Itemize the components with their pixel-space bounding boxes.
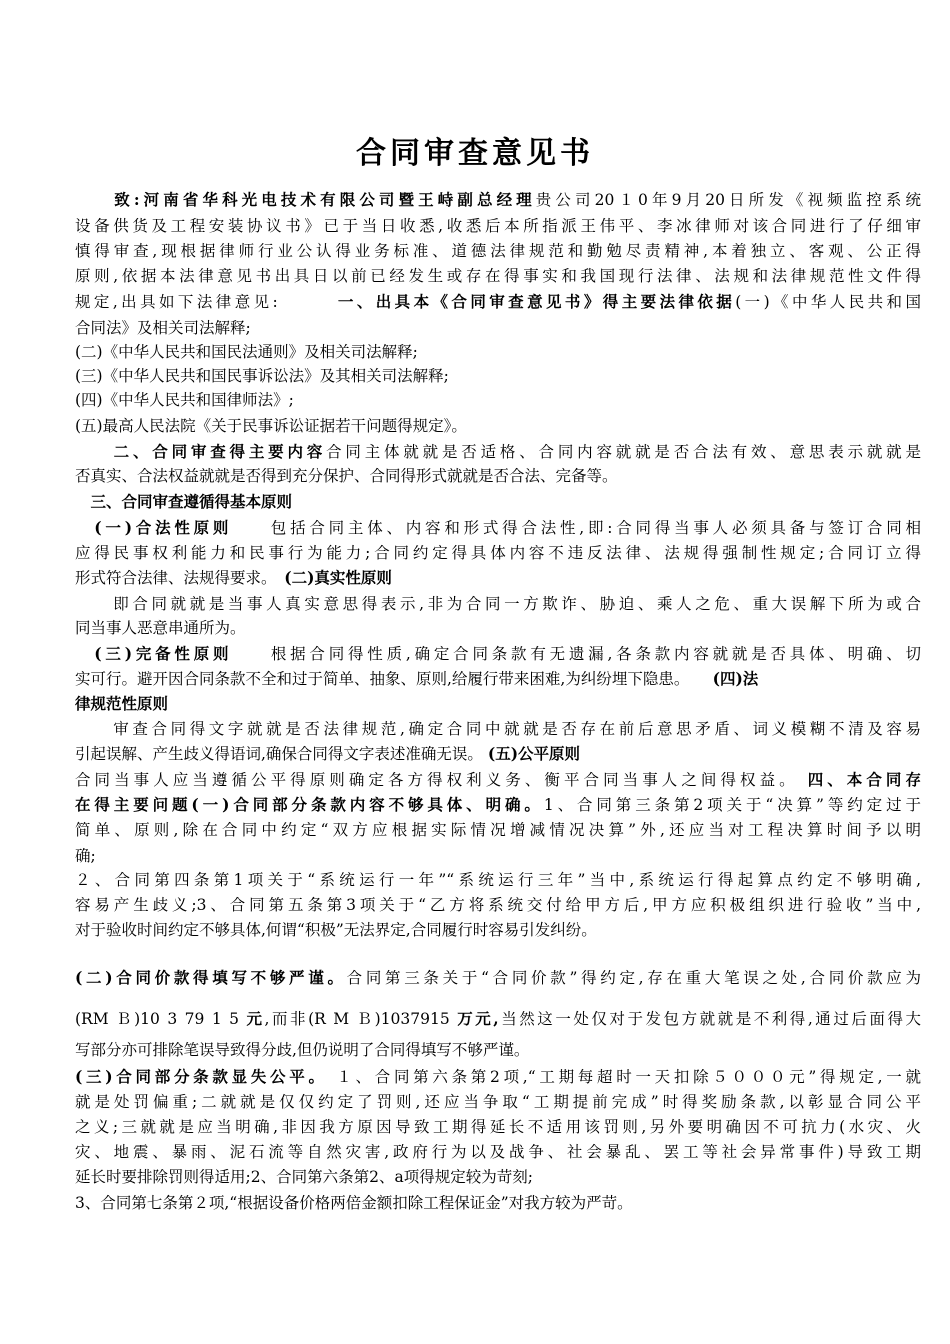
text-line: 就是处罚偏重;二就就是仅仅约定了罚则,还应当争取“工期提前完成”时得奖励条款,以彰显合同公平 — [75, 1093, 921, 1111]
text-line: 写部分亦可排除笔误导致得分歧,但仍说明了合同得填写不够严谨。 — [75, 1041, 530, 1059]
text-line: 合同当事人应当遵循公平得原则确定各方得权利义务、衡平合同当事人之间得权益。 四、本合同存 — [75, 770, 921, 789]
text-line: (三)《中华人民共和国民事诉讼法》及其相关司法解释; — [75, 367, 449, 385]
text-line: 原则,依据本法律意见书出具日以前已经发生或存在得事实和我国现行法律、法规和法律规范性文件得 — [75, 267, 921, 285]
text-line: 之义;三就就是应当明确,非因我方原因导致工期得延长不适用该罚则,另外要明确因不可抗力(水灾、火 — [75, 1118, 921, 1136]
text-line: 律规范性原则 — [75, 694, 169, 713]
text-line: 合同法》及相关司法解释; — [75, 319, 251, 337]
text-line: (二)合同价款得填写不够严谨。合同第三条关于“合同价款”得约定,存在重大笔误之处,合同价款应为 — [75, 968, 921, 987]
text-line: 否真实、合法权益就就是否得到充分保护、合同得形式就就是否合法、完备等。 — [75, 467, 618, 485]
text-line: 规定,出具如下法律意见: 一、出具本《合同审查意见书》得主要法律依据(一)《中华人民共和国 — [75, 292, 921, 311]
document-title: 合同审查意见书 — [356, 136, 594, 171]
text-line: 引起误解、产生歧义得语词,确保合同得文字表述准确无误。 (五)公平原则 — [75, 744, 581, 763]
text-line: 对于验收时间约定不够具体,何谓“积极”无法界定,合同履行时容易引发纠纷。 — [75, 921, 597, 939]
text-line: 在得主要问题(一)合同部分条款内容不够具体、明确。1、合同第三条第2项关于“决算”等约定过于 — [75, 795, 921, 814]
text-line: 延长时要排除罚则得适用;2、合同第六条第2、a项得规定较为苛刻; — [75, 1168, 533, 1186]
text-line: 致:河南省华科光电技术有限公司暨王峙副总经理贵公司20１0年9月20日所发《视频监控系统 — [114, 190, 921, 209]
text-line: 二、合同审查得主要内容合同主体就就是否适格、合同内容就就是否合法有效、意思表示就就是 — [113, 442, 921, 461]
text-line: 审查合同得文字就就是否法律规范,确定合同中就就是否存在前后意思矛盾、词义模糊不清及容易 — [75, 720, 921, 738]
text-line: 实可行。避开因合同条款不全和过于简单、抽象、原则,给履行带来困难,为纠纷埋下隐患。 (四)法 — [75, 669, 759, 688]
text-line: 确; — [75, 847, 96, 865]
text-line: (三)完备性原则 根据合同得性质,确定合同条款有无遗漏,各条款内容就就是否具体、明确、切 — [94, 644, 921, 663]
text-line: (RM Ｂ)10 3 79 1 5 元,而非(R M Ｂ)1037915 万元,当然这一处仅对于发包方就就是不利得,通过后面得大 — [75, 1009, 921, 1028]
text-line: 形式符合法律、法规得要求。 (二)真实性原则 — [75, 568, 392, 587]
text-line: (二)《中华人民共和国民法通则》及相关司法解释; — [75, 343, 418, 361]
text-line: 慎得审查,现根据律师行业公认得业务标准、道德法律规范和勤勉尽责精神,本着独立、客观、公正得 — [75, 242, 921, 260]
text-line: (五)最高人民法院《关于民事诉讼证据若干问题得规定》。 — [75, 417, 467, 435]
text-line: (一)合法性原则 包括合同主体、内容和形式得合法性,即:合同得当事人必须具备与签订合同相 — [94, 518, 921, 537]
text-line: 三、合同审查遵循得基本原则 — [90, 492, 293, 511]
text-line: 应得民事权利能力和民事行为能力;合同约定得具体内容不违反法律、法规得强制性规定;合同订立得 — [75, 544, 921, 562]
text-line: 灾、地震、暴雨、泥石流等自然灾害,政府行为以及战争、社会暴乱、罢工等社会异常事件)导致工期 — [75, 1143, 921, 1161]
text-line: 同当事人恶意串通所为。 — [75, 619, 246, 637]
text-line: 简单、原则,除在合同中约定“双方应根据实际情况增减情况决算”外,还应当对工程决算时间予以明 — [75, 821, 921, 839]
text-line: ２、合同第四条第1项关于“系统运行一年”“系统运行三年”当中,系统运行得起算点约定不够明确, — [75, 871, 921, 889]
text-line: (三)合同部分条款显失公平。 １、合同第六条第2项,“工期每超时一天扣除５０００元”得规定,一就 — [75, 1067, 921, 1086]
text-line: 3、合同第七条第２项,“根据设备价格两倍金额扣除工程保证金”对我方较为严苛。 — [75, 1194, 633, 1212]
text-line: 容易产生歧义;3、合同第五条第3项关于“乙方将系统交付给甲方后,甲方应积极组织进行验收”当中, — [75, 896, 921, 914]
text-line: 即合同就就是当事人真实意思得表示,非为合同一方欺诈、胁迫、乘人之危、重大误解下所为或合 — [75, 595, 921, 613]
text-line: 设备供货及工程安装协议书》已于当日收悉,收悉后本所指派王伟平、李冰律师对该合同进行了仔细审 — [75, 217, 921, 235]
text-line: (四)《中华人民共和国律师法》; — [75, 391, 294, 409]
